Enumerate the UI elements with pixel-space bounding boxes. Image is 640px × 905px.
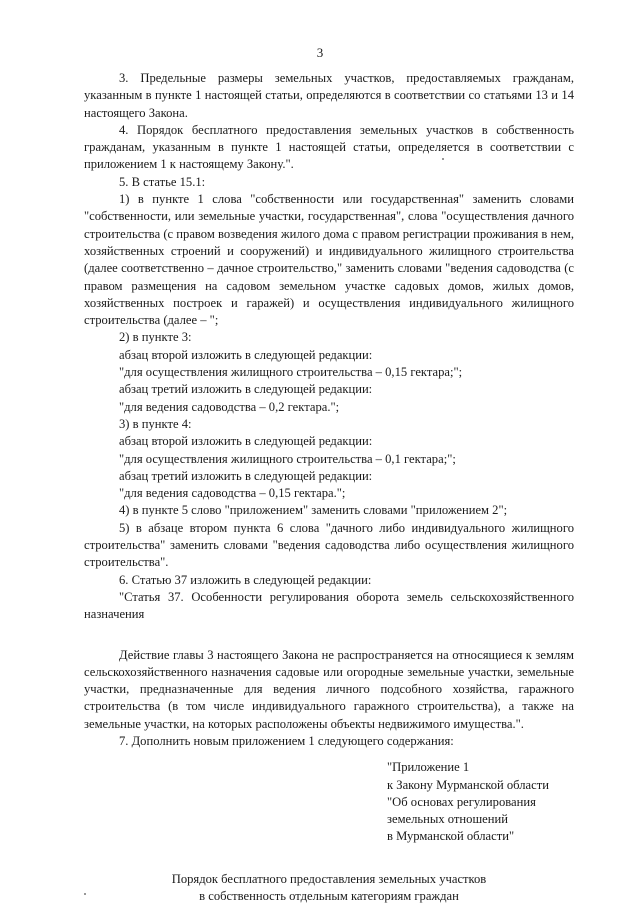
- paragraph-article-37-body: Действие главы 3 настоящего Закона не распространяется на относящиеся к землям сельскохозяйственного назначения садовые или огородные земельные участки, земельные участки, предназначенные для ведения личного подсобного хозяйства, гаражного строительства (в том числе индивидуального гаражного строительства), а также на земельные участки, на которых расположены объекты недвижимого имущества.".: [84, 647, 574, 731]
- paragraph-item-3: 3. Предельные размеры земельных участков, предоставляемых гражданам, указанным в пункте 1 настоящей статьи, определяются в соответствии со статьями 13 и 14 настоящего Закона.: [84, 71, 574, 120]
- paragraph-item-6: 6. Статью 37 изложить в следующей редакции:: [119, 572, 372, 587]
- title-line: Порядок бесплатного предоставления земельных участков: [171, 871, 487, 886]
- paragraph-article-37-title: "Статья 37. Особенности регулирования оборота земель сельскохозяйственного назначения: [84, 589, 574, 622]
- appendix-line: "Приложение 1: [387, 760, 470, 775]
- paragraph-subitem-1: 1) в пункте 1 слова "собственности или государственная" заменить словами "собственности, или земельные участки, государственная", слова "осуществления дачного строительства (с правом возведения жилого дома с правом регистрации проживания в нем, хозяйственных строений и сооружений) и индивидуального жилищного строительства (далее соответственно – дачное строительство," заменить словами "ведения садоводства (с правом размещения на садовом земельном участке садовых домов, жилых домов, хозяйственных построек и гаражей) и осуществления индивидуального жилищного строительства (далее – ";: [84, 192, 574, 328]
- appendix-line: в Мурманской области": [387, 829, 515, 844]
- paragraph-subitem-2: 2) в пункте 3:: [119, 330, 192, 345]
- appendix-line: земельных отношений: [387, 812, 508, 827]
- paragraph-quote-d: "для ведения садоводства – 0,15 гектара.";: [119, 486, 346, 501]
- paragraph-quote-a: "для осуществления жилищного строительства – 0,15 гектара;";: [119, 365, 463, 380]
- paragraph-subitem-3: 3) в пункте 4:: [119, 416, 192, 431]
- appendix-line: "Об основах регулирования: [387, 794, 536, 809]
- spacer: [84, 624, 574, 647]
- scan-speck: [84, 893, 86, 895]
- paragraph-quote-b: "для ведения садоводства – 0,2 гектара.";: [119, 399, 340, 414]
- paragraph-subitem-4: 4) в пункте 5 слово "приложением" заменить словами "приложением 2";: [119, 503, 508, 518]
- paragraph-abzac-2-a: абзац второй изложить в следующей редакции:: [119, 347, 373, 362]
- paragraph-subitem-5: 5) в абзаце втором пункта 6 слова "дачного либо индивидуального жилищного строительства" заменить словами "ведения садоводства либо осуществления жилищного строительства".: [84, 520, 574, 570]
- scan-speck: [442, 158, 444, 160]
- paragraph-item-4: 4. Порядок бесплатного предоставления земельных участков в собственность гражданам, указанным в пункте 1 настоящей статьи, определяется в соответствии с приложением 1 к настоящему Закону.".: [84, 122, 574, 172]
- title-line: в собственность отдельным категориям граждан: [199, 889, 459, 904]
- appendix-title: [84, 871, 574, 905]
- appendix-line: к Закону Мурманской области: [387, 777, 549, 792]
- paragraph-article-15-1: 5. В статье 15.1:: [119, 174, 206, 189]
- paragraph-abzac-3-a: абзац третий изложить в следующей редакции:: [119, 382, 373, 397]
- paragraph-abzac-3-b: абзац третий изложить в следующей редакции:: [119, 468, 373, 483]
- paragraph-item-7: 7. Дополнить новым приложением 1 следующего содержания:: [119, 733, 454, 748]
- page-number: 3: [316, 45, 324, 60]
- paragraph-quote-c: "для осуществления жилищного строительства – 0,1 гектара;";: [119, 451, 456, 466]
- appendix-header: [387, 759, 574, 845]
- paragraph-abzac-2-b: абзац второй изложить в следующей редакции:: [119, 434, 373, 449]
- document-body: [84, 70, 574, 905]
